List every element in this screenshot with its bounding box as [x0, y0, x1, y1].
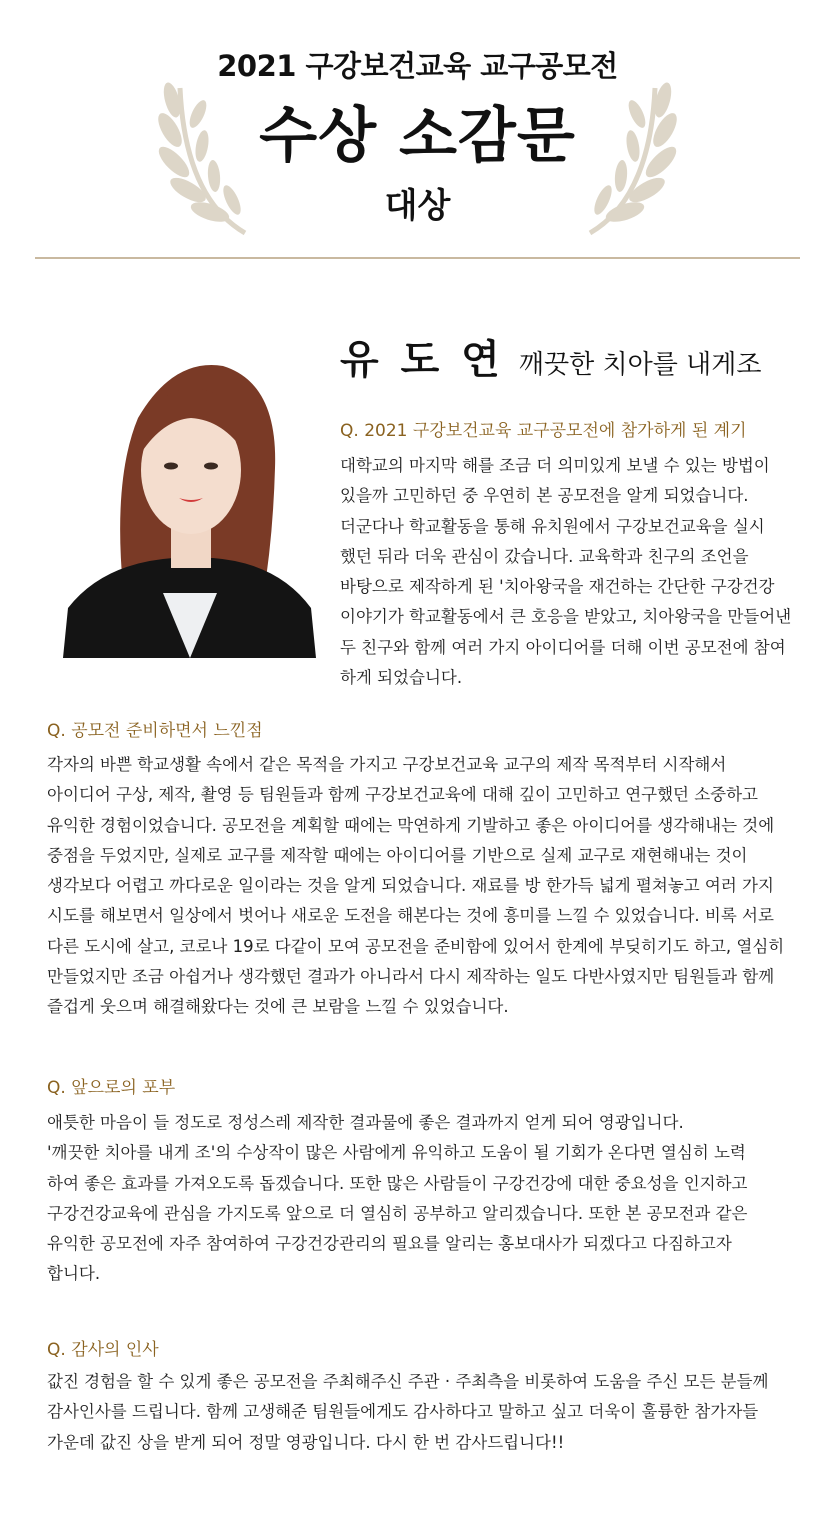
text-line: 했던 뒤라 더욱 관심이 갔습니다. 교육학과 친구의 조언을 [340, 546, 749, 566]
question-heading: Q. 2021 구강보건교육 교구공모전에 참가하게 된 계기 [340, 421, 747, 441]
text-line: 있을까 고민하던 중 우연히 본 공모전을 알게 되었습니다. [340, 486, 749, 506]
text-line: 두 친구와 함께 여러 가지 아이디어를 더해 이번 공모전에 참여 [340, 637, 786, 657]
text-line: 이야기가 학교활동에서 큰 호응을 받았고, 치아왕국을 만들어낸 [340, 607, 792, 627]
winner-name: 유 도 연 [340, 337, 504, 383]
answer-paragraph [47, 1108, 748, 1290]
answer-paragraph [340, 451, 791, 693]
contest-title: 2021 구강보건교육 교구공모전 [217, 49, 618, 83]
text-line: 더군다나 학교활동을 통해 유치원에서 구강보건교육을 실시 [340, 516, 765, 536]
winner-photo [63, 358, 316, 658]
text-line: 중점을 두었지만, 실제로 교구를 제작할 때에는 아이디어를 기반으로 실제 교구로 재현해내는 것이 [47, 845, 748, 865]
text-line: 즐겁게 웃으며 해결해왔다는 것에 큰 보람을 느낄 수 있었습니다. [47, 997, 509, 1017]
text-line: 각자의 바쁜 학교생활 속에서 같은 목적을 가지고 구강보건교육 교구의 제작 목적부터 시작해서 [47, 755, 727, 774]
question-heading: Q. 공모전 준비하면서 느낀점 [47, 721, 263, 741]
text-line: 합니다. [47, 1264, 101, 1284]
answer-paragraph [47, 750, 784, 1023]
text-line: 애틋한 마음이 들 정도로 정성스레 제작한 결과물에 좋은 결과까지 얻게 되어 영광입니다. [47, 1113, 684, 1132]
question-heading: Q. 감사의 인사 [47, 1340, 159, 1360]
header-divider [35, 257, 800, 259]
answer-paragraph [47, 1367, 768, 1458]
text-line: 다른 도시에 살고, 코로나 19로 다같이 모여 공모전을 준비함에 있어서 한계에 부딪히기도 하고, 열심히 [47, 936, 785, 956]
text-line: 바탕으로 제작하게 된 '치아왕국을 재건하는 간단한 구강건강 [340, 577, 775, 597]
winner-name-row [340, 328, 761, 385]
text-line: '깨끗한 치아를 내게 조'의 수상작이 많은 사람에게 유익하고 도움이 될 기회가 온다면 열심히 노력 [47, 1143, 746, 1163]
award-grade: 대상 [384, 186, 451, 226]
text-line: 만들었지만 조금 아쉽거나 생각했던 결과가 아니라서 다시 제작하는 일도 다반사였지만 팀원들과 함께 [47, 967, 775, 987]
award-header [0, 0, 835, 260]
text-line: 값진 경험을 할 수 있게 좋은 공모전을 주최해주신 주관 · 주최측을 비롯하여 도움을 주신 모든 분들께 [47, 1372, 769, 1391]
text-line: 대학교의 마지막 해를 조금 더 의미있게 보낼 수 있는 방법이 [340, 456, 770, 475]
text-line: 아이디어 구상, 제작, 촬영 등 팀원들과 함께 구강보건교육에 대해 깊이 고민하고 연구했던 소중하고 [47, 785, 758, 805]
text-line: 감사인사를 드립니다. 함께 고생해준 팀원들에게도 감사하다고 말하고 싶고 더욱이 훌륭한 참가자들 [47, 1402, 759, 1422]
text-line: 유익한 경험이었습니다. 공모전을 계획할 때에는 막연하게 기발하고 좋은 아이디어를 생각해내는 것에 [47, 815, 775, 835]
text-line: 하게 되었습니다. [340, 668, 463, 688]
text-line: 하여 좋은 효과를 가져오도록 돕겠습니다. 또한 많은 사람들이 구강건강에 대한 중요성을 인지하고 [47, 1173, 748, 1193]
text-line: 유익한 공모전에 자주 참여하여 구강건강관리의 필요를 알리는 홍보대사가 되겠다고 다짐하고자 [47, 1234, 732, 1254]
question-heading: Q. 앞으로의 포부 [47, 1078, 176, 1098]
text-line: 구강건강교육에 관심을 가지도록 앞으로 더 열심히 공부하고 알리겠습니다. 또한 본 공모전과 같은 [47, 1203, 748, 1223]
text-line: 시도를 해보면서 일상에서 벗어나 새로운 도전을 해본다는 것에 흥미를 느낄 수 있었습니다. 비록 서로 [47, 906, 774, 926]
team-name: 깨끗한 치아를 내게조 [518, 350, 762, 380]
text-line: 생각보다 어렵고 까다로운 일이라는 것을 알게 되었습니다. 재료를 방 한가득 넓게 펼쳐놓고 여러 가지 [47, 876, 774, 896]
text-line: 가운데 값진 상을 받게 되어 정말 영광입니다. 다시 한 번 감사드립니다!! [47, 1432, 565, 1452]
page-title: 수상 소감문 [259, 101, 576, 171]
